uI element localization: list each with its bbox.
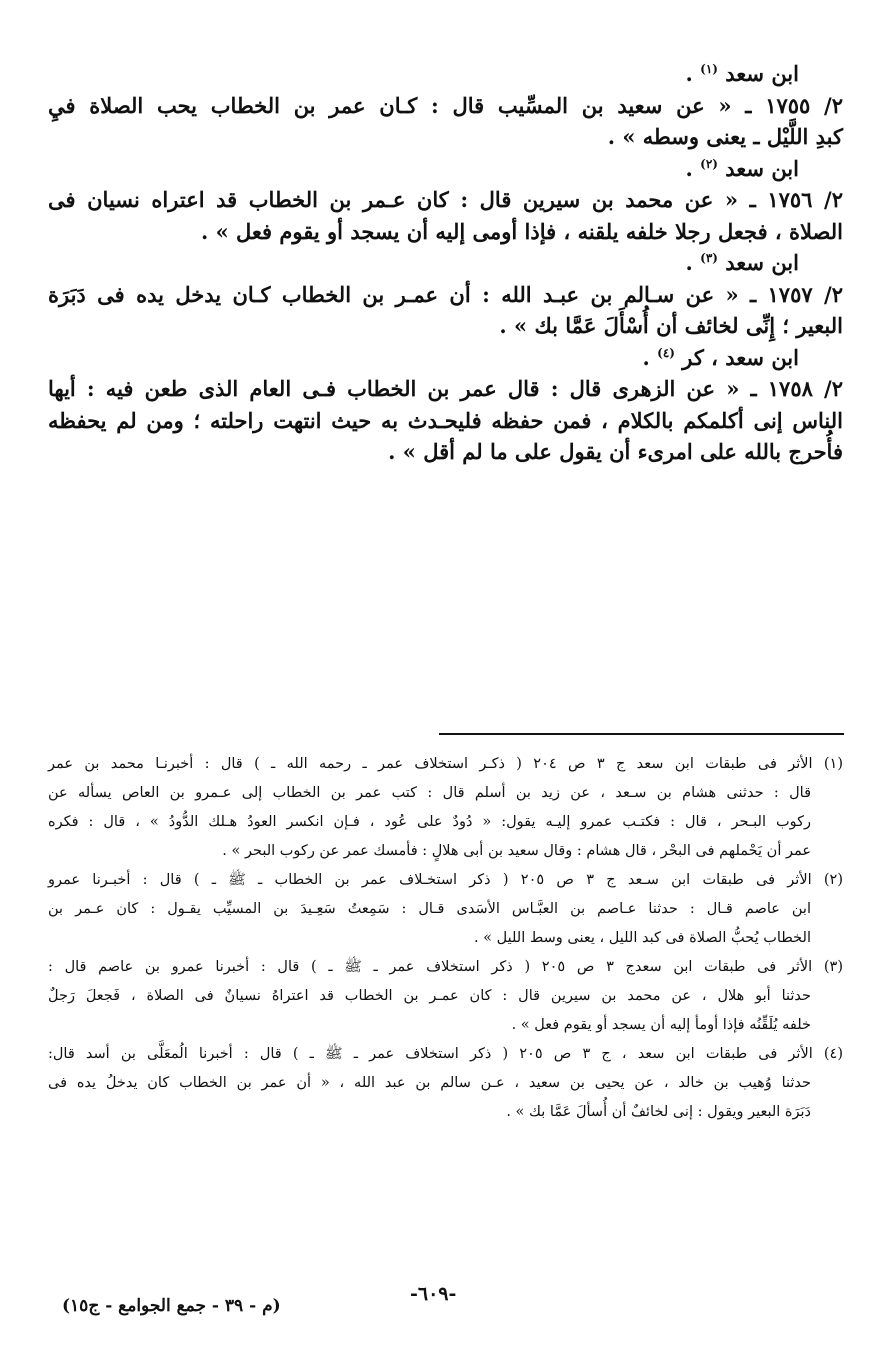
footnote-line: حدثنا أبو هلال ، عن محمد بن سيرين قال : كان عمـر بن الخطاب قد اعتراهُ نسيانٌ فى الصلاة ، فَجعلَ رَجلٌ bbox=[48, 988, 811, 1004]
footnote-2 bbox=[48, 866, 843, 953]
source-line: ابن سعد $^{(٢)}$ . bbox=[685, 155, 799, 181]
footnote-marker: (٤) bbox=[657, 345, 675, 360]
hadith-1756-line-1: ٢/ ١٧٥٦ ـ « عن محمد بن سيرين قال : كان عـمر بن الخطاب قد اعتراه نسيان فى bbox=[48, 187, 843, 212]
footnote-line: ركوب البـحر ، قال : فكتـب عمرو إليـه يقول: « دُودٌ على عُود ، فـإن انكسر العودُ هـلك الدُّودُ » ، قال : فكره bbox=[48, 814, 811, 830]
source-line: ابن سعد $^{(٣)}$ . bbox=[685, 250, 799, 275]
source-line: ابن سعد ، كر $^{(٤)}$ . bbox=[642, 344, 799, 370]
footnote-line: (٢) الأثر فى طبقات ابن سـعد ج ٣ ص ٢٠٥ ( ذكر استخـلاف عمر بن الخطاب ـ ﷺ ـ ) قال : أخبـرنا عمرو bbox=[48, 872, 843, 888]
footnote-3 bbox=[48, 953, 843, 1040]
printer-signature: (م - ٣٩ - جمع الجوامع - ج١٥) bbox=[62, 1296, 281, 1316]
hadith-1757-line-2: البعير ؛ إِنِّى لخائف أن أُسْأَلَ عَمَّا بك » . bbox=[499, 313, 843, 338]
footnote-4 bbox=[48, 1040, 843, 1127]
footnotes bbox=[48, 750, 843, 1127]
footnote-line: (١) الأثر فى طبقات ابن سعد ج ٣ ص ٢٠٤ ( ذكـر استخلاف عمر ـ رحمه الله ـ ) قال : أخبرنـا محمد بن عمر bbox=[48, 756, 844, 772]
hadith-1757-line-1: ٢/ ١٧٥٧ ـ « عن سـالم بن عبـد الله : أن عمـر بن الخطاب كـان يدخل يده فى دَبَرَة bbox=[48, 281, 843, 307]
footnote-divider bbox=[439, 733, 844, 735]
hadith-1758-line-2: الناس إنى أكلمكم بالكلام ، فمن حفظه فليحـدث به حيث انتهت راحلته ؛ ومن لم يحفظه bbox=[48, 407, 843, 433]
hadith-1756-line-2: الصلاة ، فجعل رجلا خلفه يلقنه ، فإذا أومى إليه أن يسجد أو يقوم فعل » . bbox=[200, 218, 843, 244]
hadith-1755-line-1: ٢/ ١٧٥٥ ـ « عن سعيد بن المسِّيب قال : كـان عمر بن الخطاب يحب الصلاة فيِ bbox=[48, 92, 844, 118]
footnote-line: ابن عاصم قـال : حدثنا عـاصم بن العبَّـاس الأسَدى قـال : سَمِعتُ سَعِـيدَ بن المسيِّب يقـول : كان عـمر بن bbox=[48, 901, 811, 917]
footnote-line: خلفه يُلَقِّنُه فإذا أومأ إليه أن يسجد أو يقوم فعل » . bbox=[511, 1017, 811, 1033]
hadith-1758-line-1: ٢/ ١٧٥٨ ـ « عن الزهرى قال : قال عمر بن الخطاب فـى العام الذى طعن فيه : أيها bbox=[48, 376, 843, 401]
footnote-line: الخطاب يُحبُّ الصلاة فى كبد الليل ، يعنى وسط الليل » . bbox=[473, 930, 811, 946]
footnote-1 bbox=[48, 750, 843, 866]
footnote-marker: (١) bbox=[700, 62, 718, 76]
footnote-line: (٣) الأثر فى طبقات ابن سعدج ٣ ص ٢٠٥ ( ذكر استخلاف عمر ـ ﷺ ـ ) قال : أخبرنا عمرو بن عاصم قال : bbox=[48, 959, 844, 975]
footnote-line: (٤) الأثر فى طبقات ابن سعد ، ج ٣ ص ٢٠٥ ( ذكر استخلاف عمر ـ ﷺ ـ ) قال : أخبرنا الُمعَلَّى بن أسد قال: bbox=[48, 1046, 844, 1062]
main-text bbox=[48, 58, 843, 468]
footnote-line: حدثنا وُهيب بن خالد ، عن يحيى بن سعيد ، عـن سالم بن عبد الله ، « أن عمر بن الخطاب كان يدخلُ يده فى bbox=[48, 1075, 811, 1091]
footnote-line: قال : حدثنى هشام بن سـعد ، عن زيد بن أسلم قال : كتب عمر بن الخطاب إلى عـمرو بن العاص يسأله عن bbox=[48, 785, 811, 801]
hadith-1755-line-2: كبدِ اللَّيْل ـ يعنى وسطه » . bbox=[607, 124, 843, 149]
source-line: ابن سعد $^{(١)}$ . bbox=[685, 61, 799, 86]
footnote-marker: (٣) bbox=[700, 251, 718, 265]
hadith-1758-line-3: فأُحرج بالله على امرىء أن يقول على ما لم أقل » . bbox=[388, 439, 843, 464]
footnote-line: عمر أن يَحْملهم فى البحْر ، قال هشام : وقال سعيد بن أبى هلالٍ : فأمسك عمر عن ركوب البحر » . bbox=[222, 843, 811, 859]
page-number: -٦٠٩- bbox=[410, 1283, 457, 1305]
footnote-line: دَبَرَة البعير ويقول : إنى لخائفٌ أن أُسألَ عَمَّا بك » . bbox=[506, 1104, 811, 1120]
footnote-marker: (٢) bbox=[700, 156, 718, 171]
